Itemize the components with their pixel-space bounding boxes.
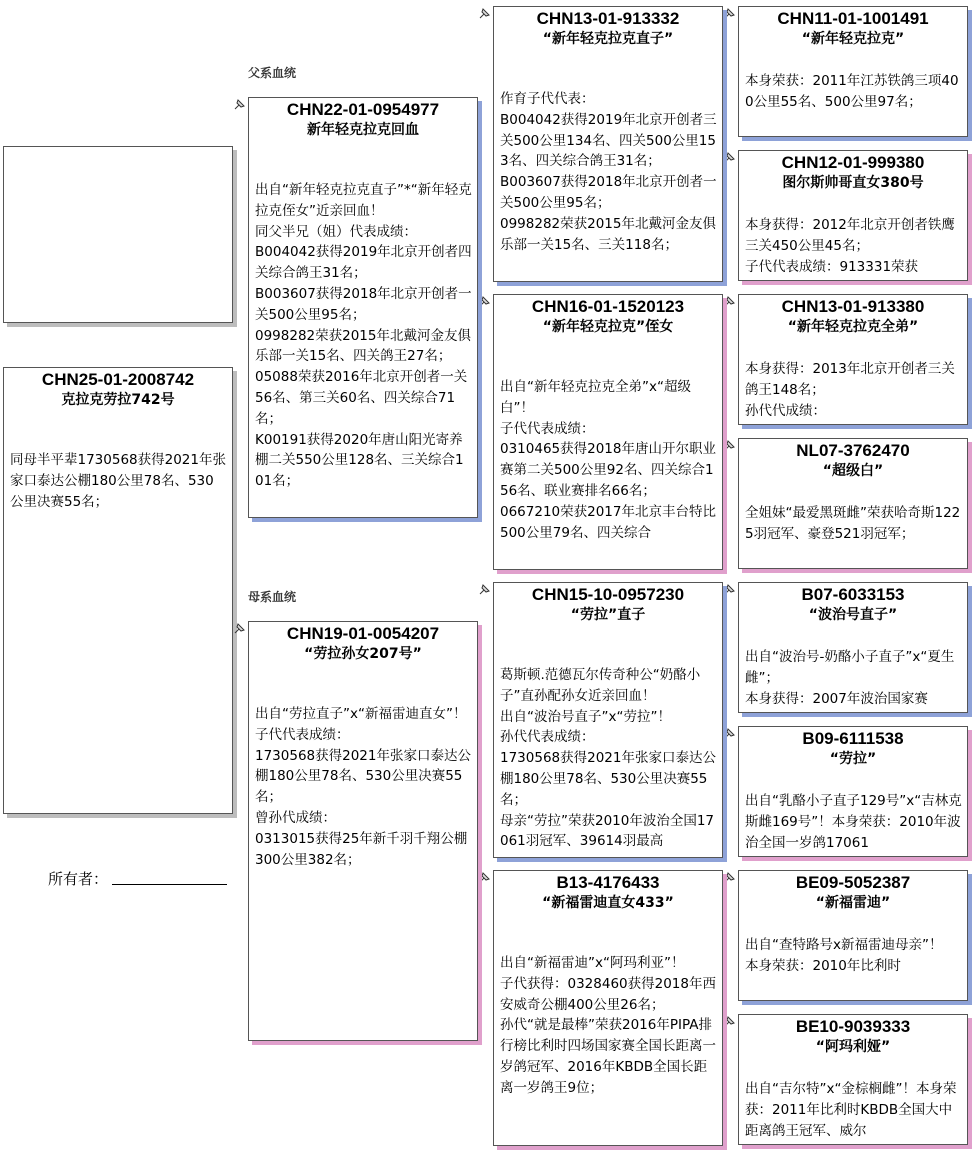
subject-name: 克拉克劳拉742号 — [61, 392, 175, 408]
subject-desc: 同母半平辈1730568获得2021年张家口泰达公棚180公里78名、530公里决赛55名； — [10, 452, 226, 510]
dds-card — [738, 870, 968, 1001]
sire-card — [248, 97, 478, 518]
ddd-desc: 出自“吉尔特”x“金棕榈雌”！本身荣获：2011年比利时KBDB全国大中距离鸽王冠军、威尔 — [745, 1081, 957, 1139]
subject-ring: CHN25-01-2008742 — [41, 370, 195, 389]
dam-name: “劳拉孙女207号” — [304, 646, 422, 662]
pin-icon — [233, 621, 247, 635]
dds-desc: 出自“查特路号x新福雷迪母亲”！ 本身荣获：2010年比利时 — [745, 937, 943, 974]
sire-dam-desc: 出自“新年轻克拉克全弟”x“超级白”！ 子代代表成绩： 0310465获得2018年唐山开尔职业赛第二关500公里92名、四关综合156名、联业赛排名66名； 0667210荣获2017年北京丰台特比500公里79名、四关综合 — [500, 379, 716, 541]
pin-icon — [478, 870, 492, 884]
pin-icon — [723, 438, 737, 452]
owner-signature-line — [112, 884, 227, 885]
dds-ring: BE09-5052387 — [795, 873, 911, 892]
dam-desc: 出自“劳拉直子”x“新福雷迪直女”！ 子代代表成绩： 1730568获得2021年张家口泰达公棚180公里78名、530公里决赛55名； 曾孙代成绩： 0313015获得25年新千羽千翔公棚300公里382名； — [255, 706, 471, 868]
sds-card — [738, 294, 968, 425]
ddd-card — [738, 1014, 968, 1145]
dss-card — [738, 582, 968, 713]
dam-dam-name: “新福雷迪直女433” — [542, 895, 674, 911]
sdd-card — [738, 438, 968, 569]
dds-name: “新福雷迪” — [815, 895, 891, 911]
dam-dam-desc: 出自“新福雷迪”x“阿玛利亚”！ 子代获得：0328460获得2018年西安威奇公棚400公里26名； 孙代“就是最棒”荣获2016年PIPA排行榜比利时四场国家赛全国长距离一岁鸽冠军、2016年KBDB全国长距离一岁鸽王9位； — [500, 955, 716, 1096]
owner-label: 所有者： — [48, 870, 109, 888]
sire-sire-ring: CHN13-01-913332 — [536, 9, 680, 28]
sire-ring: CHN22-01-0954977 — [286, 100, 440, 119]
pin-icon — [723, 870, 737, 884]
sds-ring: CHN13-01-913380 — [781, 297, 925, 316]
dam-sire-desc: 葛斯顿.范德瓦尔传奇种公“奶酪小子”直孙配孙女近亲回血！ 出自“波治号直子”x“劳拉”！ 孙代代表成绩： 1730568获得2021年张家口泰达公棚180公里78名、530公里决赛55名； 母亲“劳拉”荣获2010年波治全国17061羽冠军、39614羽最高 — [500, 667, 716, 850]
paternal-lineage-label: 父系血统 — [248, 66, 297, 80]
dsd-ring: B09-6111538 — [802, 729, 904, 748]
sds-desc: 本身获得：2013年北京开创者三关鸽王148名； 孙代代成绩： — [745, 361, 955, 419]
maternal-lineage-label: 母系血统 — [248, 590, 297, 604]
pin-icon — [723, 294, 737, 308]
dss-desc: 出自“波治号-奶酪小子直子”x“夏生雌”； 本身获得：2007年波治国家赛 — [745, 649, 955, 707]
pin-icon — [723, 6, 737, 20]
sdd-ring: NL07-3762470 — [796, 441, 910, 460]
sire-sire-card — [493, 6, 723, 282]
pin-icon — [478, 6, 492, 20]
sire-dam-card — [493, 294, 723, 570]
ssd-name: 图尔斯帅哥直女380号 — [782, 175, 924, 191]
ssd-card — [738, 150, 968, 281]
dam-card — [248, 621, 478, 1041]
pin-icon — [233, 97, 247, 111]
sss-name: “新年轻克拉克” — [801, 31, 905, 47]
pin-icon — [723, 150, 737, 164]
dss-name: “波治号直子” — [808, 607, 898, 623]
ssd-desc: 本身获得：2012年北京开创者铁鹰三关450公里45名； 子代代表成绩：913331荣获 — [745, 217, 955, 275]
sire-sire-name: “新年轻克拉克直子” — [542, 31, 674, 47]
ddd-name: “阿玛利娅” — [815, 1039, 891, 1055]
dam-dam-ring: B13-4176433 — [556, 873, 660, 892]
sss-card — [738, 6, 968, 137]
dss-ring: B07-6033153 — [801, 585, 905, 604]
dsd-desc: 出自“乳酪小子直子129号”x“吉林克斯雌169号”！本身荣获：2010年波治全国一岁鸽17061 — [745, 793, 962, 851]
sire-desc: 出自“新年轻克拉克直子”*“新年轻克拉克侄女”近亲回血！ 同父半兄（姐）代表成绩： B004042获得2019年北京开创者四关综合鸽王31名； B003607获得2018年北京开创者一关500公里95名； 0998282荣获2015年北戴河金友俱乐部一关15名、四关鸽王27名； 05088荣获2016年北京开创者一关56名、第三关60名、四关综合71名； K00191获得2020年唐山阳光寄养棚二关550公里128名、三关综合101名； — [255, 182, 472, 490]
sdd-desc: 全姐妹“最爱黑斑雌”荣获哈奇斯1225羽冠军、豪登521羽冠军； — [745, 505, 961, 542]
sire-dam-name: “新年轻克拉克”侄女 — [542, 319, 674, 335]
pin-icon — [723, 1014, 737, 1028]
sdd-name: “超级白” — [822, 463, 884, 479]
dam-ring: CHN19-01-0054207 — [286, 624, 440, 643]
pin-icon — [478, 294, 492, 308]
dsd-card — [738, 726, 968, 857]
sss-desc: 本身荣获：2011年江苏铁鸽三项400公里55名、500公里97名； — [745, 73, 959, 110]
dam-dam-card — [493, 870, 723, 1146]
sire-sire-desc: 作育子代代表： B004042获得2019年北京开创者三关500公里134名、四关500公里153名、四关综合鸽王31名； B003607获得2018年北京开创者一关500公里95名； 0998282荣获2015年北戴河金友俱乐部一关15名、三关118名； — [500, 91, 717, 253]
dam-sire-ring: CHN15-10-0957230 — [531, 585, 685, 604]
sss-ring: CHN11-01-1001491 — [777, 9, 929, 28]
dam-sire-name: “劳拉”直子 — [570, 607, 646, 623]
pin-icon — [478, 582, 492, 596]
pin-icon — [723, 582, 737, 596]
sire-name: 新年轻克拉克回血 — [307, 122, 419, 138]
dam-sire-card — [493, 582, 723, 858]
sire-dam-ring: CHN16-01-1520123 — [531, 297, 685, 316]
pigeon-photo-frame — [3, 146, 233, 323]
subject-card — [3, 367, 233, 814]
ssd-ring: CHN12-01-999380 — [781, 153, 925, 172]
ddd-ring: BE10-9039333 — [795, 1017, 911, 1036]
sds-name: “新年轻克拉克全弟” — [787, 319, 919, 335]
pin-icon — [723, 726, 737, 740]
dsd-name: “劳拉” — [829, 751, 877, 767]
